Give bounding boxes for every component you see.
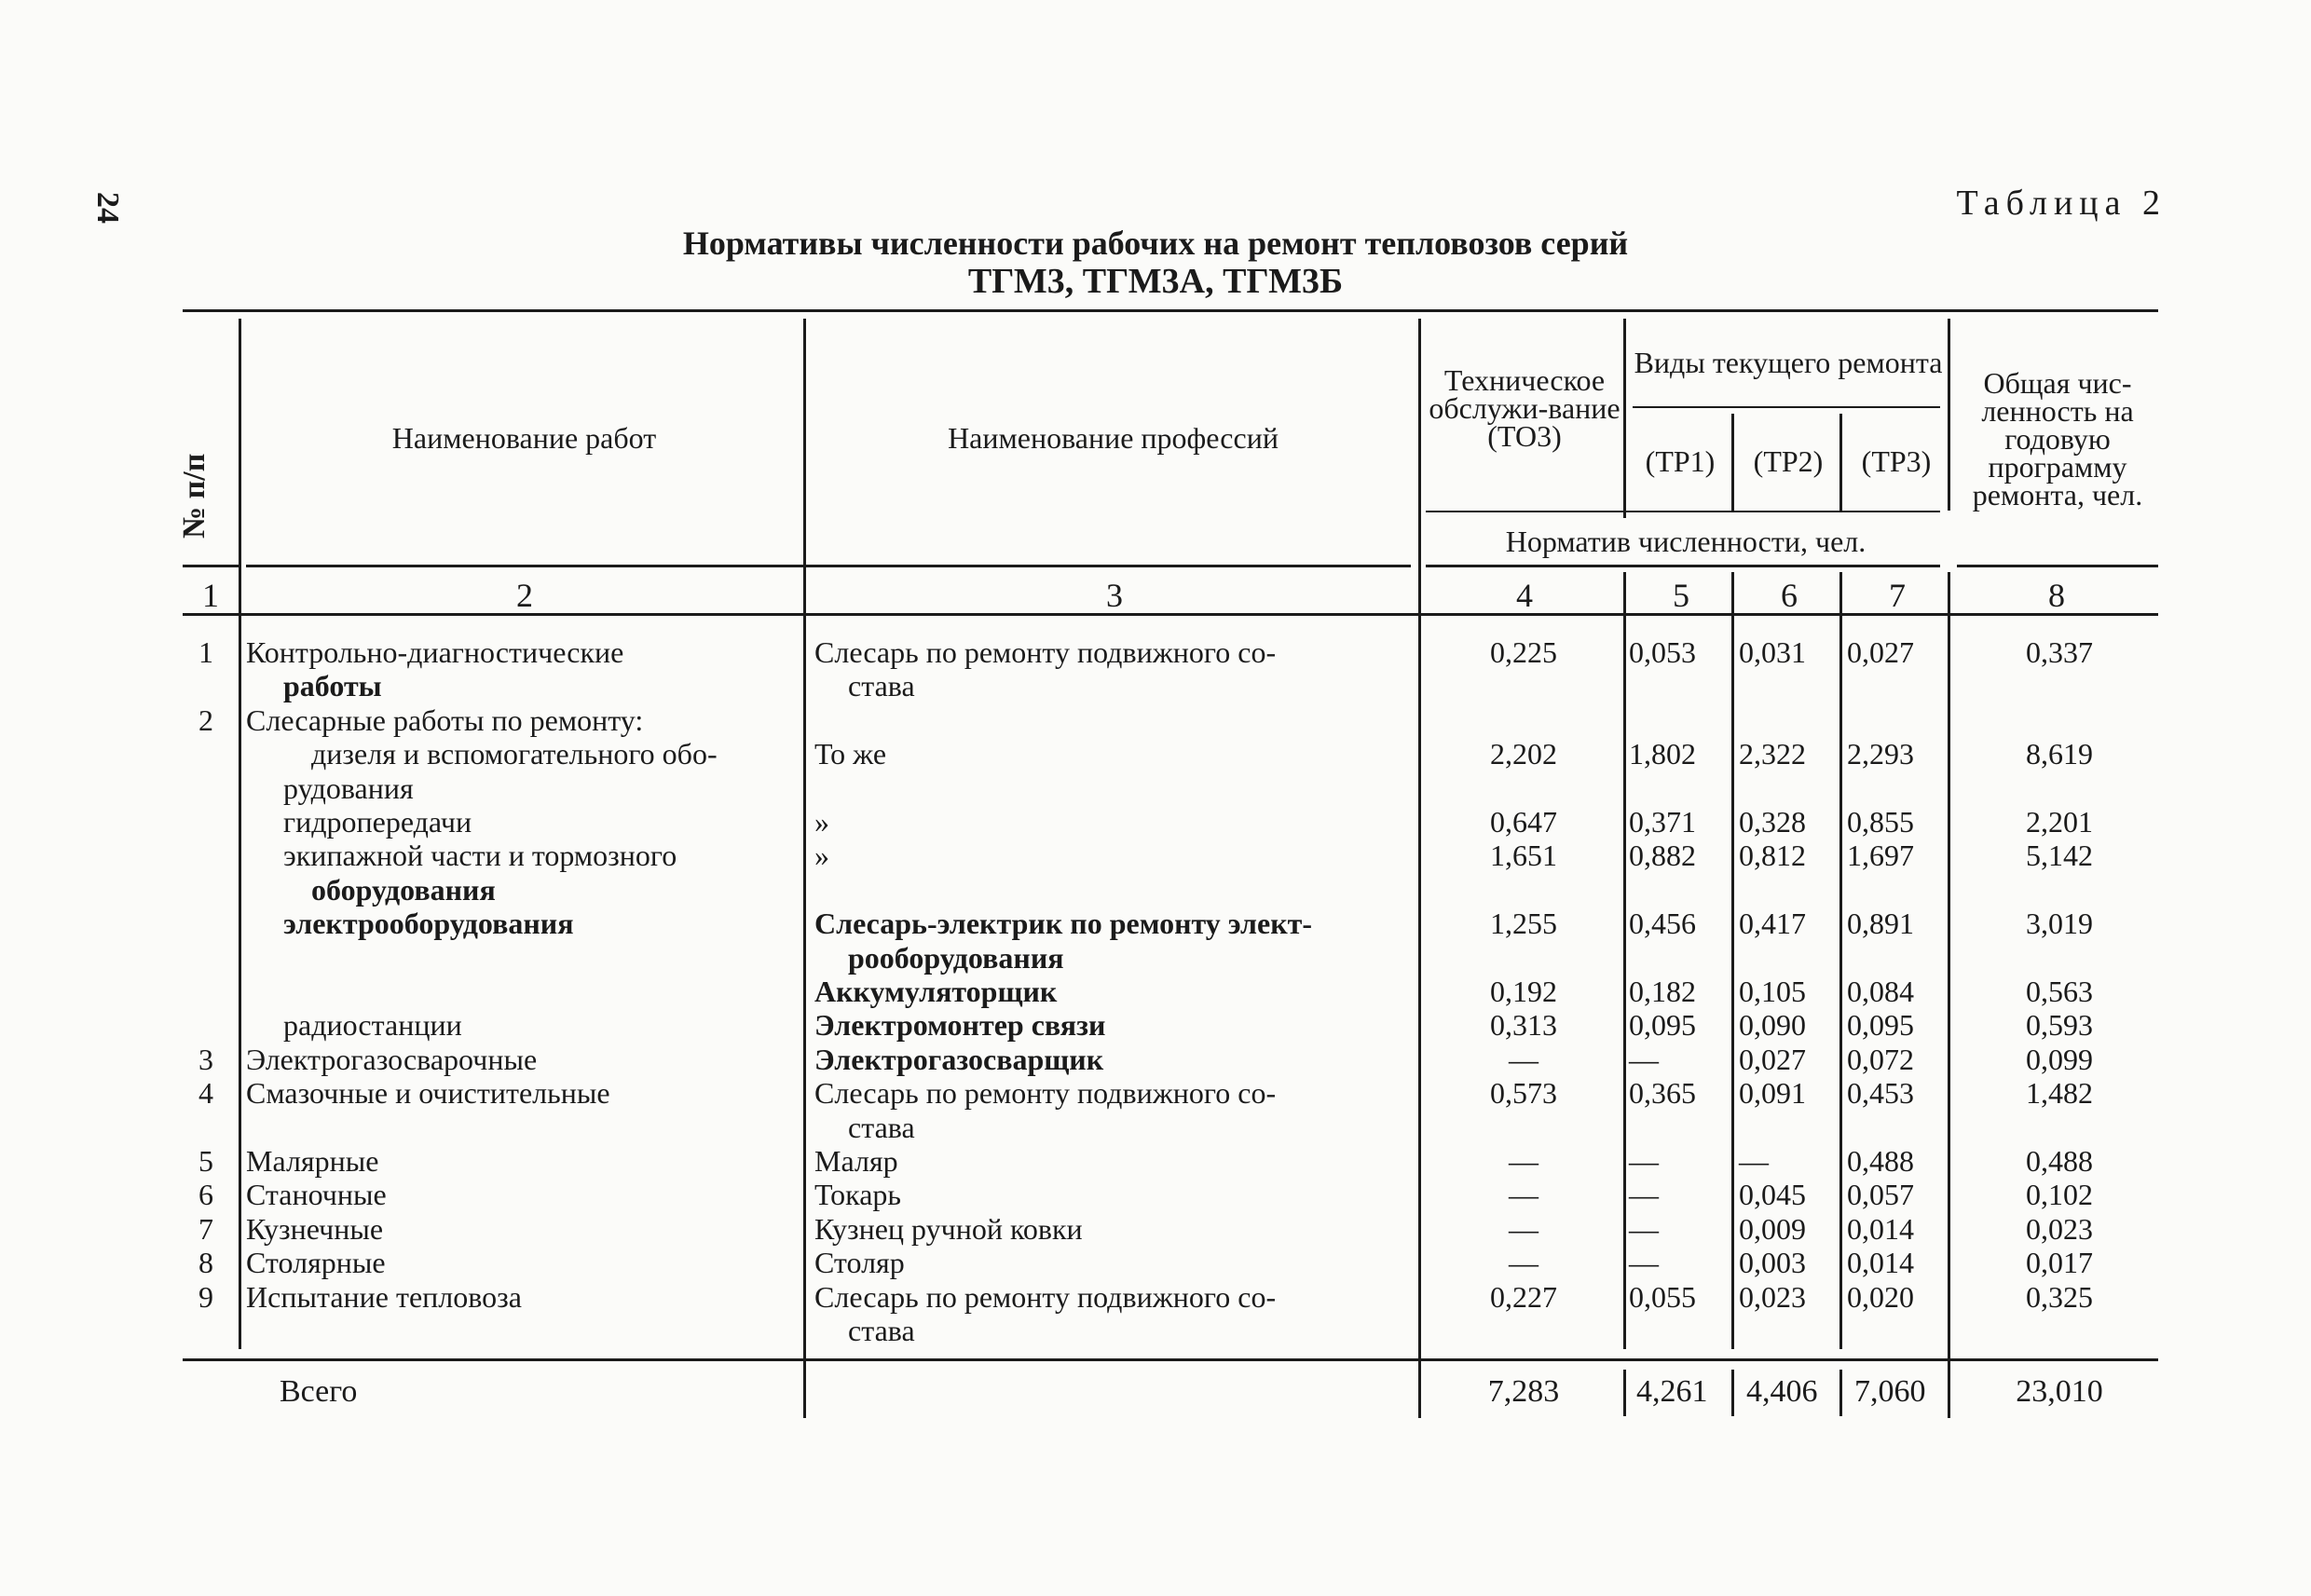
cell-prof: Электромонтер связи xyxy=(814,1008,1106,1043)
cell-v4: 1,255 xyxy=(1490,907,1557,941)
cell-v8: 3,019 xyxy=(2026,907,2093,941)
cell-v8: 1,482 xyxy=(2026,1076,2093,1111)
cell-v4: 0,313 xyxy=(1490,1008,1557,1043)
cell-v7: 0,057 xyxy=(1847,1178,1914,1212)
cell-v4: 1,651 xyxy=(1490,839,1557,873)
cell-v8: 0,099 xyxy=(2026,1042,2093,1076)
cell-v4: — xyxy=(1509,1211,1538,1246)
total-v7: 7,060 xyxy=(1854,1374,1926,1409)
cell-v7: 1,697 xyxy=(1847,839,1914,873)
table-label: Таблица 2 xyxy=(1956,184,2167,223)
cell-work: Электрогазосварочные xyxy=(246,1042,538,1076)
cell-v8: 0,325 xyxy=(2026,1279,2093,1314)
cell-v4: 0,192 xyxy=(1490,975,1557,1008)
header-tr1: (ТР1) xyxy=(1645,444,1716,478)
total-v6: 4,406 xyxy=(1746,1374,1818,1409)
header-norm: Норматив численности, чел. xyxy=(1505,525,1867,558)
header-total: Общая чис-ленность на годовую программу ремонта, чел. xyxy=(1972,366,2143,512)
cell-prof: Электрогазосварщик xyxy=(814,1042,1104,1076)
cell-v7: 0,014 xyxy=(1847,1211,1914,1246)
cell-v4: 0,227 xyxy=(1490,1279,1557,1314)
cell-v6: 0,090 xyxy=(1739,1008,1806,1043)
cell-num: 6 xyxy=(198,1178,213,1212)
cell-v6: 0,031 xyxy=(1739,635,1806,669)
table-title-line2: ТГМ3, ТГМ3А, ТГМ3Б xyxy=(967,262,1344,301)
cell-num: 2 xyxy=(198,703,213,737)
cell-prof: То же xyxy=(814,737,887,771)
cell-v8: 0,102 xyxy=(2026,1178,2093,1212)
cell-v6: 0,009 xyxy=(1739,1211,1806,1246)
cell-v7: 0,095 xyxy=(1847,1008,1914,1043)
cell-v4: — xyxy=(1509,1178,1538,1212)
cell-v6: 2,322 xyxy=(1739,737,1806,771)
cell-num: 7 xyxy=(198,1211,213,1246)
cell-v7: 0,027 xyxy=(1847,635,1914,669)
cell-v5: 0,365 xyxy=(1629,1076,1696,1111)
cell-work: экипажной части и тормозного xyxy=(283,839,677,873)
cell-v5: — xyxy=(1629,1246,1659,1280)
cell-v8: 5,142 xyxy=(2026,839,2093,873)
cell-v4: — xyxy=(1509,1042,1538,1076)
cell-work: рудования xyxy=(283,771,414,805)
cell-work: дизеля и вспомогательного обо- xyxy=(311,737,718,771)
cell-v5: 0,055 xyxy=(1629,1279,1696,1314)
cell-v8: 0,023 xyxy=(2026,1211,2093,1246)
cell-work: радиостанции xyxy=(283,1008,462,1043)
cell-work: электрооборудования xyxy=(283,907,574,941)
cell-v5: 0,371 xyxy=(1629,805,1696,839)
cell-v5: 1,802 xyxy=(1629,737,1696,771)
cell-v5: 0,456 xyxy=(1629,907,1696,941)
cell-num: 1 xyxy=(198,635,213,669)
cell-v7: 0,855 xyxy=(1847,805,1914,839)
header-profession: Наименование профессий xyxy=(948,421,1279,455)
cell-v6: 0,091 xyxy=(1739,1076,1806,1111)
cell-v7: 0,014 xyxy=(1847,1246,1914,1280)
total-v8: 23,010 xyxy=(2016,1374,2103,1409)
cell-num: 5 xyxy=(198,1144,213,1178)
column-number: 2 xyxy=(516,577,533,614)
cell-work: Слесарные работы по ремонту: xyxy=(246,703,644,737)
cell-prof: става xyxy=(848,1110,915,1144)
cell-v8: 0,017 xyxy=(2026,1246,2093,1280)
cell-v7: 0,020 xyxy=(1847,1279,1914,1314)
cell-work: Станочные xyxy=(246,1178,387,1212)
cell-v6: 0,003 xyxy=(1739,1246,1806,1280)
cell-v8: 2,201 xyxy=(2026,805,2093,839)
cell-v6: 0,812 xyxy=(1739,839,1806,873)
cell-v5: — xyxy=(1629,1211,1659,1246)
cell-work: Контрольно-диагностические xyxy=(246,635,624,669)
cell-prof: Маляр xyxy=(814,1144,898,1178)
cell-prof: » xyxy=(814,805,829,839)
cell-work: Смазочные и очистительные xyxy=(246,1076,610,1111)
cell-v4: — xyxy=(1509,1144,1538,1178)
cell-v6: 0,417 xyxy=(1739,907,1806,941)
column-number: 1 xyxy=(202,577,219,614)
cell-v5: 0,053 xyxy=(1629,635,1696,669)
cell-v5: — xyxy=(1629,1178,1659,1212)
cell-prof: Токарь xyxy=(814,1178,901,1212)
cell-v4: 0,225 xyxy=(1490,635,1557,669)
page-number: 24 xyxy=(90,192,125,224)
cell-v8: 0,563 xyxy=(2026,975,2093,1008)
cell-prof: става xyxy=(848,1314,915,1347)
cell-v7: 0,453 xyxy=(1847,1076,1914,1111)
cell-v6: 0,105 xyxy=(1739,975,1806,1008)
cell-v5: — xyxy=(1629,1144,1659,1178)
cell-v5: 0,182 xyxy=(1629,975,1696,1008)
cell-num: 9 xyxy=(198,1279,213,1314)
cell-prof: Слесарь по ремонту подвижного со- xyxy=(814,1279,1277,1314)
cell-v8: 8,619 xyxy=(2026,737,2093,771)
total-label: Всего xyxy=(280,1374,358,1409)
cell-prof: » xyxy=(814,839,829,873)
cell-v5: 0,882 xyxy=(1629,839,1696,873)
cell-v6: 0,045 xyxy=(1739,1178,1806,1212)
cell-num: 8 xyxy=(198,1246,213,1280)
cell-num: 4 xyxy=(198,1076,213,1111)
cell-work: гидропередачи xyxy=(283,805,472,839)
cell-prof: Аккумуляторщик xyxy=(814,975,1058,1008)
cell-prof: Столяр xyxy=(814,1246,905,1280)
cell-work: Испытание тепловоза xyxy=(246,1279,522,1314)
cell-v4: 2,202 xyxy=(1490,737,1557,771)
total-v4: 7,283 xyxy=(1487,1374,1560,1409)
cell-work: Кузнечные xyxy=(246,1211,384,1246)
column-number: 3 xyxy=(1106,577,1123,614)
cell-v4: — xyxy=(1509,1246,1538,1280)
cell-v6: 0,027 xyxy=(1739,1042,1806,1076)
cell-v8: 0,488 xyxy=(2026,1144,2093,1178)
table-title-line1: Нормативы численности рабочих на ремонт тепловозов серий xyxy=(682,225,1629,262)
cell-v6: — xyxy=(1739,1144,1769,1178)
cell-v8: 0,337 xyxy=(2026,635,2093,669)
header-tr3: (ТР3) xyxy=(1861,444,1932,478)
cell-v7: 0,084 xyxy=(1847,975,1914,1008)
header-repair-types: Виды текущего ремонта xyxy=(1634,346,1943,379)
cell-work: работы xyxy=(283,669,382,703)
cell-v4: 0,573 xyxy=(1490,1076,1557,1111)
cell-v5: 0,095 xyxy=(1629,1008,1696,1043)
cell-v7: 0,072 xyxy=(1847,1042,1914,1076)
column-number: 6 xyxy=(1781,577,1798,614)
cell-prof: Слесарь по ремонту подвижного со- xyxy=(814,635,1277,669)
cell-v7: 0,891 xyxy=(1847,907,1914,941)
cell-v5: — xyxy=(1629,1042,1659,1076)
cell-v6: 0,023 xyxy=(1739,1279,1806,1314)
cell-prof: рооборудования xyxy=(848,940,1064,975)
cell-prof: става xyxy=(848,669,915,703)
cell-prof: Кузнец ручной ковки xyxy=(814,1211,1083,1246)
cell-v4: 0,647 xyxy=(1490,805,1557,839)
cell-v8: 0,593 xyxy=(2026,1008,2093,1043)
cell-num: 3 xyxy=(198,1042,213,1076)
header-num: № п/п xyxy=(177,453,212,539)
cell-prof: Слесарь-электрик по ремонту элект- xyxy=(814,907,1313,941)
cell-work: оборудования xyxy=(311,872,496,907)
cell-v7: 2,293 xyxy=(1847,737,1914,771)
cell-v6: 0,328 xyxy=(1739,805,1806,839)
cell-v7: 0,488 xyxy=(1847,1144,1914,1178)
header-to3: Техническое обслужи-вание (ТО3) xyxy=(1429,363,1620,453)
header-work: Наименование работ xyxy=(391,421,657,455)
column-number: 5 xyxy=(1673,577,1689,614)
header-tr2: (ТР2) xyxy=(1753,444,1824,478)
total-v5: 4,261 xyxy=(1636,1374,1708,1409)
cell-work: Столярные xyxy=(246,1246,386,1280)
column-number: 7 xyxy=(1889,577,1906,614)
cell-work: Малярные xyxy=(246,1144,379,1178)
column-number: 4 xyxy=(1516,577,1533,614)
column-number: 8 xyxy=(2048,577,2065,614)
cell-prof: Слесарь по ремонту подвижного со- xyxy=(814,1076,1277,1111)
